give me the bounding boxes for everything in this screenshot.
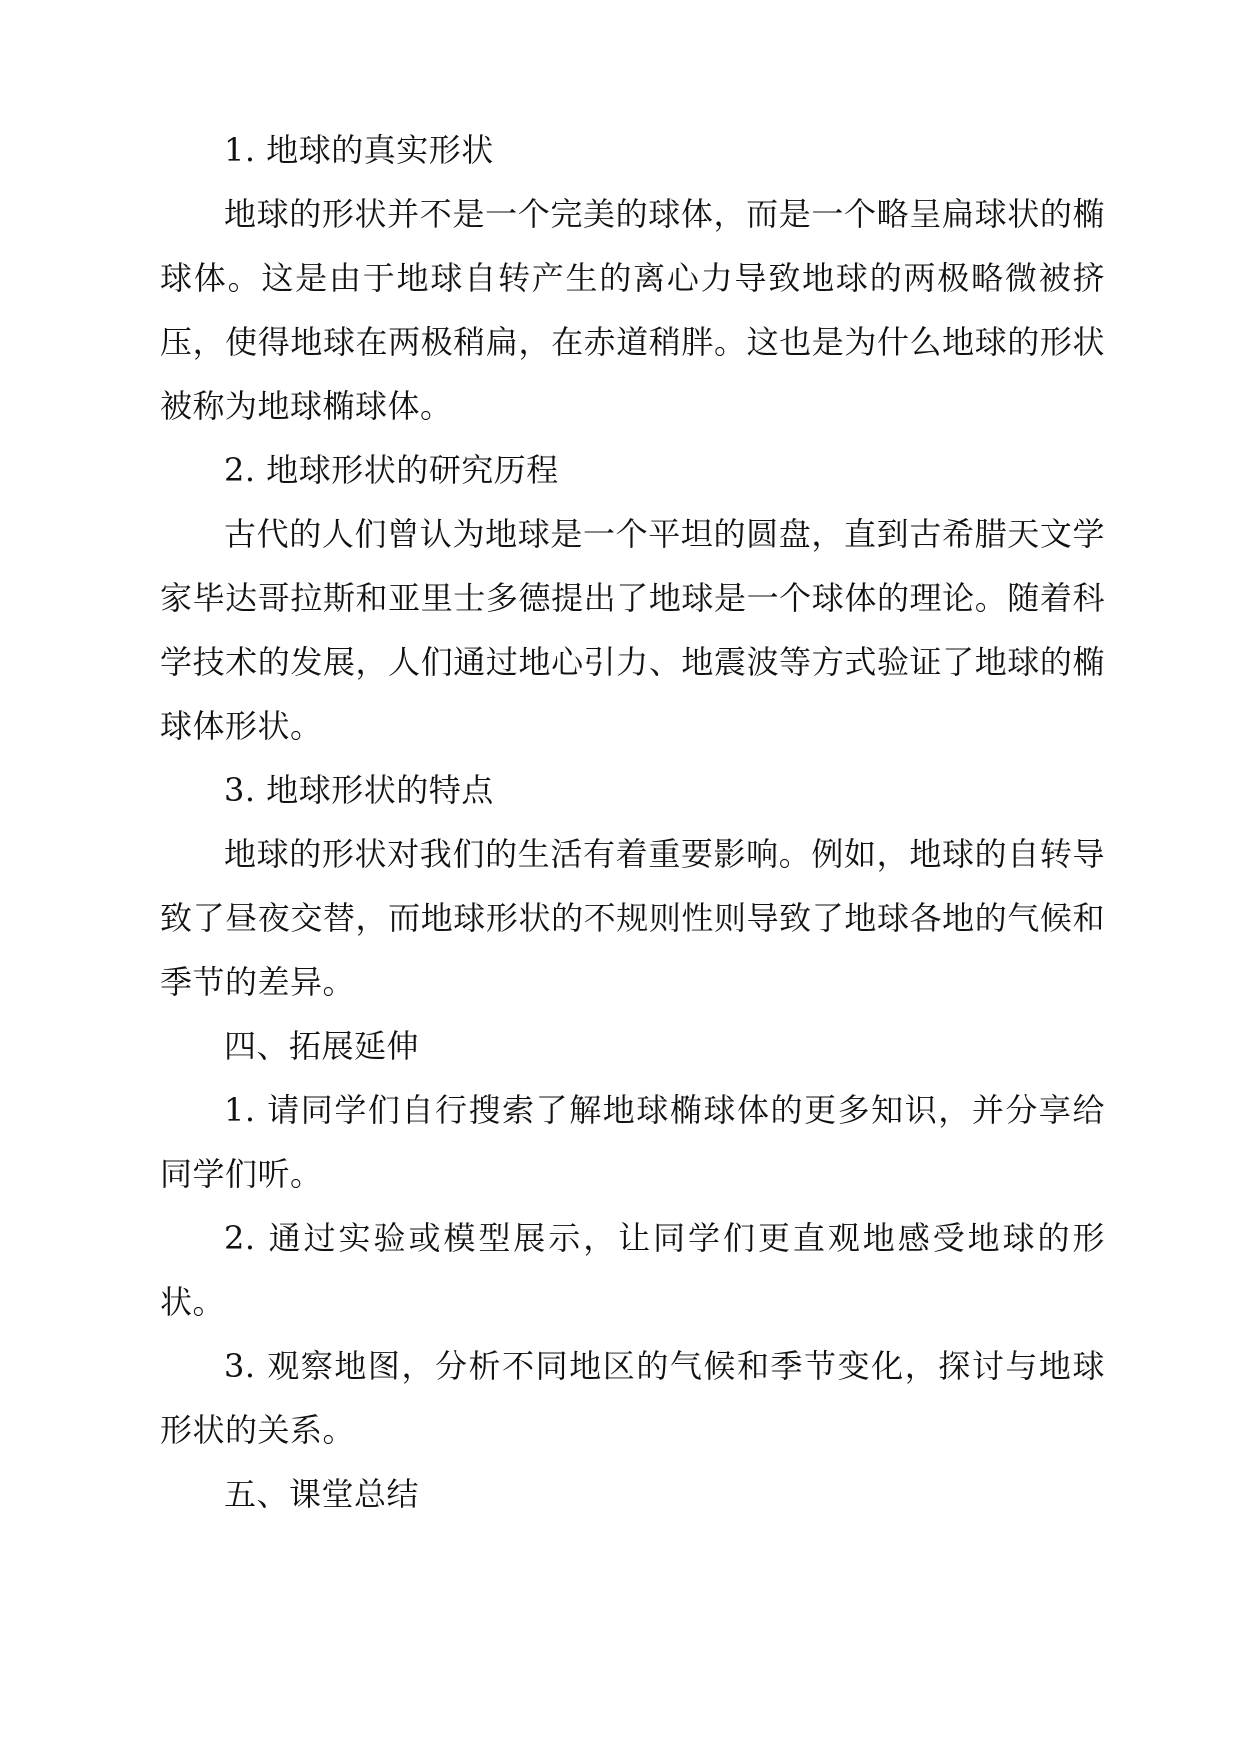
section-heading-earth-true-shape: 1. 地球的真实形状 (224, 131, 494, 169)
paragraph-earth-true-shape: 地球的形状并不是一个完美的球体，而是一个略呈扁球状的椭球体。这是由于地球自转产生的离心力导致地球的两极略微被挤压，使得地球在两极稍扁，在赤道稍胖。这也是为什么地球的形状被称为地球椭球体。 (160, 195, 1105, 425)
paragraph-research-history: 古代的人们曾认为地球是一个平坦的圆盘，直到古希腊天文学家毕达哥拉斯和亚里士多德提出了地球是一个球体的理论。随着科学技术的发展，人们通过地心引力、地震波等方式验证了地球的椭球体形状。 (160, 515, 1105, 745)
section-heading-research-history: 2. 地球形状的研究历程 (224, 451, 559, 489)
document-body (160, 118, 1105, 1526)
section-heading-extension: 四、拓展延伸 (224, 1027, 420, 1065)
list-item-extension-3: 3. 观察地图，分析不同地区的气候和季节变化，探讨与地球形状的关系。 (160, 1347, 1105, 1449)
list-item-extension-1: 1. 请同学们自行搜索了解地球椭球体的更多知识，并分享给同学们听。 (160, 1091, 1105, 1193)
paragraph-shape-features: 地球的形状对我们的生活有着重要影响。例如，地球的自转导致了昼夜交替，而地球形状的不规则性则导致了地球各地的气候和季节的差异。 (160, 835, 1105, 1001)
section-heading-summary: 五、课堂总结 (224, 1475, 420, 1513)
list-item-extension-2: 2. 通过实验或模型展示，让同学们更直观地感受地球的形状。 (160, 1219, 1105, 1321)
section-heading-shape-features: 3. 地球形状的特点 (224, 771, 494, 809)
